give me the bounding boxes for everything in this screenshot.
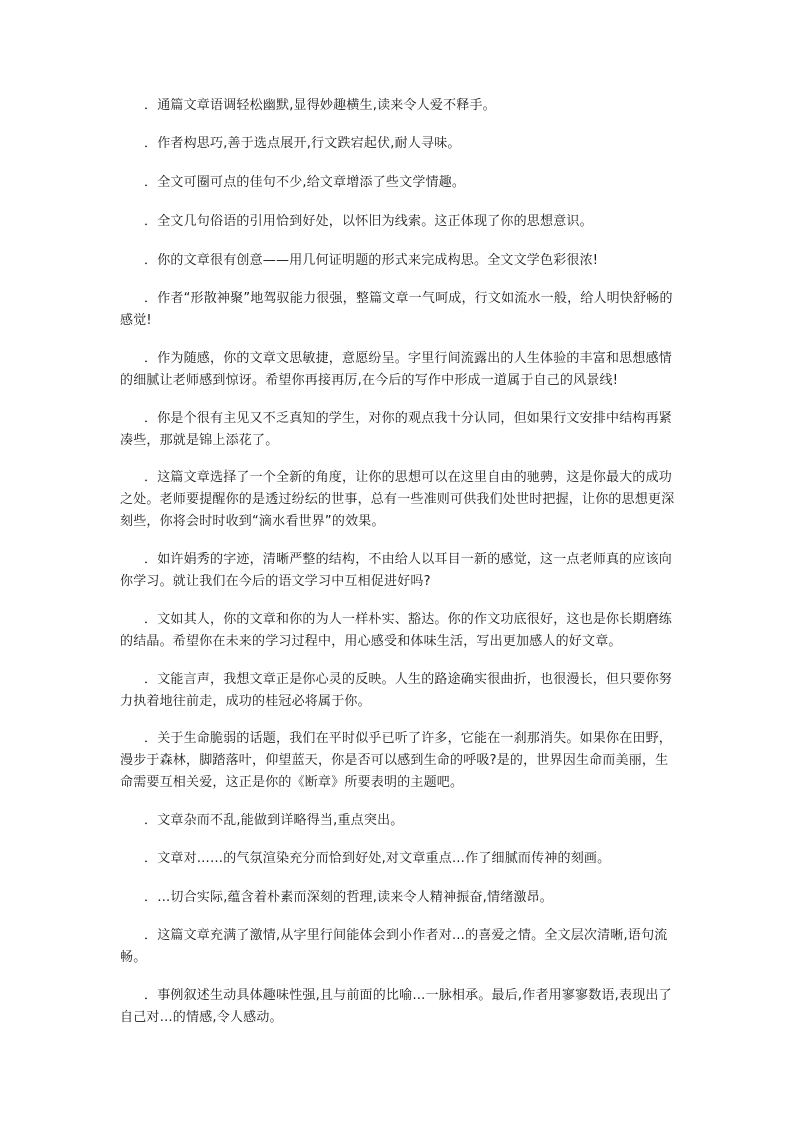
comment-paragraph-10: ．如许娟秀的字迹，清晰严整的结构，不由给人以耳目一新的感觉，这一点老师真的应该向你学习。就让我们在今后的语文学习中互相促进好吗?: [120, 552, 673, 589]
comment-paragraph-1: ．通篇文章语调轻松幽默,显得妙趣横生,读来令人爱不释手。: [144, 98, 496, 113]
comment-paragraph-12: ．文能言声，我想文章正是你心灵的反映。人生的路途确实很曲折，也很漫长，但只要你努力执着地往前走，成功的桂冠必将属于你。: [120, 672, 673, 709]
comment-paragraph-6: ．作者“形散神聚”地驾驭能力很强，整篇文章一气呵成，行文如流水一般，给人明快舒畅的感觉!: [120, 291, 673, 328]
comment-paragraph-15: ．文章对……的气氛渲染充分而恰到好处,对文章重点…作了细腻而传神的刻画。: [144, 851, 611, 866]
comment-paragraph-3: ．全文可圈可点的佳句不少,给文章增添了些文学情趣。: [144, 175, 466, 190]
comment-paragraph-16: ．…切合实际,蕴含着朴素而深刻的哲理,读来令人精神振奋,情绪激昂。: [144, 890, 553, 905]
comment-paragraph-11: ．文如其人，你的文章和你的为人一样朴实、豁达。你的作文功底很好，这也是你长期磨练的结晶。希望你在未来的学习过程中，用心感受和体味生活，写出更加感人的好文章。: [120, 612, 673, 649]
comment-paragraph-4: ．全文几句俗语的引用恰到好处，以怀旧为线索。这正体现了你的思想意识。: [144, 214, 593, 229]
comment-paragraph-5: ．你的文章很有创意——用几何证明题的形式来完成构思。全文文学色彩很浓!: [144, 253, 599, 268]
comment-paragraph-9: ．这篇文章选择了一个全新的角度，让你的思想可以在这里自由的驰骋，这是你最大的成功之处。老师要提醒你的是透过纷纭的世事，总有一些准则可供我们处世时把握，让你的思想更深刻些，你将会时时收到“滴水看世界”的效果。: [120, 470, 675, 529]
comment-paragraph-7: ．作为随感，你的文章文思敏捷，意愿纷呈。字里行间流露出的人生体验的丰富和思想感情的细腻让老师感到惊讶。希望你再接再厉,在今后的写作中形成一道属于自己的风景线!: [120, 351, 673, 388]
comment-paragraph-14: ．文章杂而不乱,能做到详略得当,重点突出。: [144, 813, 404, 828]
comment-paragraph-17: ．这篇文章充满了激情,从字里行间能体会到小作者对…的喜爱之情。全文层次清晰,语句流畅。: [120, 928, 668, 965]
comment-paragraph-13: ．关于生命脆弱的话题，我们在平时似乎已听了许多，它能在一刹那消失。如果你在田野，漫步于森林，脚踏落叶，仰望蓝天，你是否可以感到生命的呼吸?是的，世界因生命而美丽，生命需要互相关爱，这正是你的《断章》所要表明的主题吧。: [120, 731, 673, 790]
comment-paragraph-18: ．事例叙述生动具体趣味性强,且与前面的比喻…一脉相承。最后,作者用寥寥数语,表现出了自己对…的情感,令人感动。: [120, 988, 672, 1025]
comment-paragraph-8: ．你是个很有主见又不乏真知的学生，对你的观点我十分认同，但如果行文安排中结构再紧凑些，那就是锦上添花了。: [120, 411, 673, 448]
comment-paragraph-2: ．作者构思巧,善于选点展开,行文跌宕起伏,耐人寻味。: [144, 136, 461, 151]
